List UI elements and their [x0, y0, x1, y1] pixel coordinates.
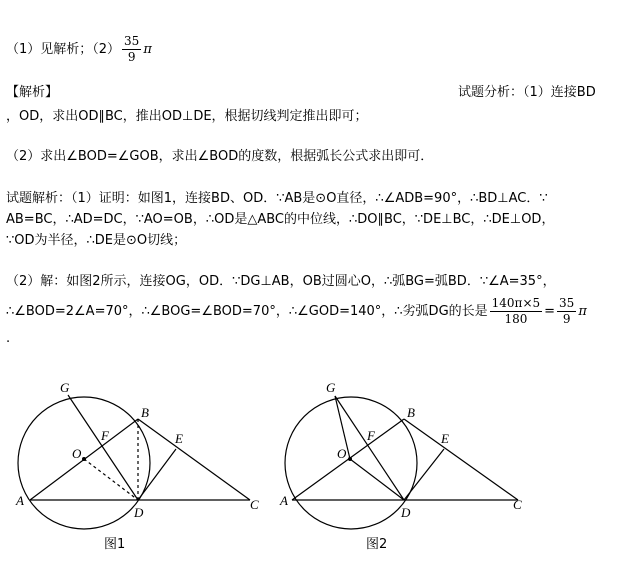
answer-denominator: 9 — [127, 50, 136, 64]
fig2-line-OD — [350, 459, 404, 500]
fig2-label-G: G — [326, 380, 336, 395]
result-fraction — [557, 296, 576, 327]
answer-line — [6, 34, 152, 65]
figure-2 — [270, 370, 570, 530]
fig1-label-A: A — [16, 493, 24, 508]
fig2-label-B: B — [407, 405, 415, 420]
solution-part2-line-1: （2）解：如图2所示，连接OG，OD．∵DG⊥AB，OB过圆心O，∴弧BG=弧BD．∵∠A=35°， — [6, 274, 556, 289]
fig1-label-D: D — [134, 505, 144, 520]
solution-line-1: 试题解析：（1）证明：如图1，连接BD、OD．∵AB是⊙O直径，∴∠ADB=90°，∴BD⊥AC．∵ — [6, 191, 548, 206]
solution-line-3: ∵OD为半径，∴DE是⊙O切线； — [6, 233, 187, 248]
fig1-line-OD — [84, 459, 138, 500]
fig2-label-D: D — [401, 505, 411, 520]
fig1-label-F: F — [101, 428, 109, 443]
answer-numerator: 35 — [124, 34, 140, 48]
equals-sign: = — [544, 304, 556, 319]
fig2-line-DE — [404, 449, 444, 500]
fig1-label-B: B — [141, 405, 149, 420]
fig1-label-E: E — [175, 431, 183, 446]
figure-1-caption: 图1 — [104, 537, 126, 552]
result-denominator: 9 — [562, 312, 571, 326]
answer-text: （1）见解析；（2） — [6, 42, 121, 57]
arc-length-fraction — [490, 296, 542, 327]
fig1-label-G: G — [60, 380, 70, 395]
fig2-label-O: O — [337, 446, 347, 461]
fig2-circle — [285, 397, 417, 529]
analysis-intro: 试题分析：（1）连接BD — [458, 85, 596, 100]
result-numerator: 35 — [559, 296, 575, 310]
analysis-line-2: （2）求出∠BOD=∠GOB，求出∠BOD的度数，根据弧长公式求出即可． — [6, 149, 434, 164]
fig1-line-BC — [138, 419, 250, 500]
fig2-center-point — [348, 457, 352, 461]
fig1-label-O: O — [72, 446, 82, 461]
answer-pi: π — [143, 42, 152, 57]
figure-1 — [0, 370, 300, 530]
fig1-label-C: C — [250, 497, 259, 512]
fig2-label-A: A — [280, 493, 288, 508]
figure-2-caption: 图2 — [366, 537, 388, 552]
fig2-line-BC — [404, 419, 518, 500]
solution-part2-text: ∴∠BOD=2∠A=70°，∴∠BOG=∠BOD=70°，∴∠GOD=140°，∴劣弧DG的长是 — [6, 304, 488, 319]
fig2-label-F: F — [367, 428, 375, 443]
fig2-label-C: C — [513, 497, 522, 512]
arc-fraction-numerator: 140π×5 — [491, 296, 541, 310]
fig1-line-DE — [138, 449, 176, 500]
analysis-heading: 【解析】 — [6, 85, 59, 100]
solution-end-dot: . — [6, 331, 11, 346]
fig2-label-E: E — [441, 431, 449, 446]
result-pi: π — [578, 304, 587, 319]
answer-fraction — [122, 34, 141, 65]
arc-fraction-denominator: 180 — [504, 312, 528, 326]
fig1-center-point — [82, 457, 86, 461]
solution-part2-line-2 — [6, 296, 587, 327]
analysis-line-1: ，OD，求出OD∥BC，推出OD⊥DE，根据切线判定推出即可； — [6, 109, 368, 124]
fig1-circle — [18, 397, 150, 529]
solution-line-2: AB=BC，∴AD=DC，∵AO=OB，∴OD是△ABC的中位线，∴DO∥BC，∵DE⊥BC，∴DE⊥OD， — [6, 212, 555, 227]
